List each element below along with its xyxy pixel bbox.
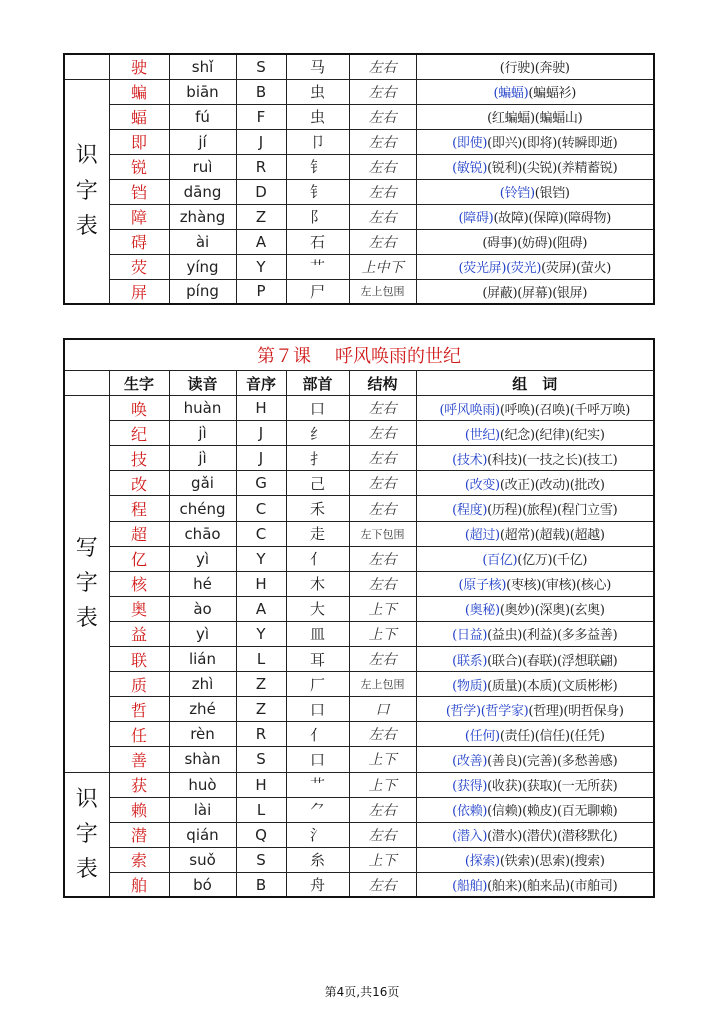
order-cell: H xyxy=(236,396,286,421)
structure-cell: 左右 xyxy=(349,421,416,446)
char-cell: 纪 xyxy=(109,421,169,446)
other-words: (银铛) xyxy=(534,186,570,201)
structure-cell: 左右 xyxy=(349,396,416,421)
radical-cell: 己 xyxy=(286,471,349,496)
order-cell: S xyxy=(236,54,286,79)
structure-cell: 左右 xyxy=(349,722,416,747)
other-words: (责任)(信任)(任凭) xyxy=(499,728,605,744)
structure-cell: 左右 xyxy=(349,129,416,154)
table-row xyxy=(64,229,654,254)
structure-cell: 左下包围 xyxy=(349,521,416,546)
group-label-text: 识字表 xyxy=(75,786,98,883)
radical-cell: 走 xyxy=(286,521,349,546)
order-cell: Y xyxy=(236,254,286,279)
order-cell: B xyxy=(236,872,286,897)
other-words: (信赖)(赖皮)(百无聊赖) xyxy=(487,804,618,820)
structure-cell: 左右 xyxy=(349,154,416,179)
highlight-words: (呼风唤雨) xyxy=(439,402,500,418)
char-cell: 程 xyxy=(109,496,169,521)
radical-cell: 大 xyxy=(286,596,349,621)
highlight-words: (船舶) xyxy=(452,879,488,895)
highlight-words: (百亿) xyxy=(482,553,518,569)
table-row xyxy=(64,446,654,471)
highlight-words: (程度) xyxy=(452,503,488,519)
radical-cell: 阝 xyxy=(286,204,349,229)
radical-cell: 皿 xyxy=(286,621,349,646)
table-row xyxy=(64,596,654,621)
highlight-words: (潜入) xyxy=(452,829,488,845)
words-cell xyxy=(416,571,654,596)
other-words: (行驶)(奔驶) xyxy=(499,61,570,77)
structure-cell: 左右 xyxy=(349,647,416,672)
words-cell xyxy=(416,672,654,697)
header-structure: 结构 xyxy=(349,371,416,396)
radical-cell: 糸 xyxy=(286,847,349,872)
table-row xyxy=(64,154,654,179)
order-cell: J xyxy=(236,421,286,446)
structure-cell: 左右 xyxy=(349,872,416,897)
pinyin-cell: rèn xyxy=(169,722,236,747)
highlight-words: (探索) xyxy=(464,854,500,870)
table-row xyxy=(64,496,654,521)
structure-cell: 左右 xyxy=(349,179,416,204)
char-cell: 唤 xyxy=(109,396,169,421)
words-cell xyxy=(416,279,654,304)
highlight-words: (改变) xyxy=(464,477,500,493)
pinyin-cell: huò xyxy=(169,772,236,797)
char-cell: 潜 xyxy=(109,822,169,847)
structure-cell: 左右 xyxy=(349,797,416,822)
other-words: (纪念)(纪律)(纪实) xyxy=(499,427,605,443)
table-row xyxy=(64,279,654,304)
highlight-words: (世纪) xyxy=(464,427,500,443)
char-cell: 赖 xyxy=(109,797,169,822)
structure-cell: 左右 xyxy=(349,79,416,104)
words-cell xyxy=(416,79,654,104)
table-row xyxy=(64,847,654,872)
table-row xyxy=(64,647,654,672)
group-label xyxy=(64,396,109,772)
pinyin-cell: shǐ xyxy=(169,54,236,79)
highlight-words: (技术) xyxy=(452,452,488,468)
header-pinyin: 读音 xyxy=(169,371,236,396)
radical-cell: 纟 xyxy=(286,421,349,446)
highlight-words: (物质) xyxy=(452,678,488,694)
words-cell xyxy=(416,797,654,822)
words-cell xyxy=(416,229,654,254)
order-cell: Q xyxy=(236,822,286,847)
other-words: (蝙蝠衫) xyxy=(528,86,577,101)
char-cell: 驶 xyxy=(109,54,169,79)
table-row xyxy=(64,772,654,797)
radical-cell: 口 xyxy=(286,747,349,772)
words-cell xyxy=(416,421,654,446)
lesson-title xyxy=(64,339,654,371)
char-cell: 超 xyxy=(109,521,169,546)
structure-cell: 上下 xyxy=(349,847,416,872)
table-row xyxy=(64,179,654,204)
other-words: (屏蔽)(屏幕)(银屏) xyxy=(482,285,588,301)
pinyin-cell: zhé xyxy=(169,697,236,722)
table-row xyxy=(64,672,654,697)
char-cell: 奥 xyxy=(109,596,169,621)
words-cell xyxy=(416,647,654,672)
pinyin-cell: lài xyxy=(169,797,236,822)
header-words: 组 词 xyxy=(416,371,654,396)
other-words: (呼唤)(召唤)(千呼万唤) xyxy=(499,402,631,418)
character-table-continued xyxy=(63,53,655,305)
char-cell: 屏 xyxy=(109,279,169,304)
radical-cell: 舟 xyxy=(286,872,349,897)
char-cell: 荧 xyxy=(109,254,169,279)
order-cell: Z xyxy=(236,204,286,229)
words-cell xyxy=(416,596,654,621)
pinyin-cell: zhàng xyxy=(169,204,236,229)
highlight-words: (奥秘) xyxy=(464,603,500,619)
order-cell: A xyxy=(236,229,286,254)
char-cell: 获 xyxy=(109,772,169,797)
char-cell: 即 xyxy=(109,129,169,154)
lesson-7-table xyxy=(63,338,655,898)
highlight-words: (哲学)(哲学家) xyxy=(445,703,529,719)
other-words: (即兴)(即将)(转瞬即逝) xyxy=(487,136,618,151)
structure-cell: 左右 xyxy=(349,822,416,847)
order-cell: Z xyxy=(236,672,286,697)
words-cell xyxy=(416,104,654,129)
words-cell xyxy=(416,396,654,421)
char-cell: 索 xyxy=(109,847,169,872)
other-words: (铁索)(思索)(搜索) xyxy=(499,854,605,870)
char-cell: 铛 xyxy=(109,179,169,204)
other-words: (善良)(完善)(多愁善感) xyxy=(487,753,618,769)
order-cell: L xyxy=(236,647,286,672)
highlight-words: (原子核) xyxy=(458,578,507,594)
other-words: (质量)(本质)(文质彬彬) xyxy=(487,678,618,694)
group-label-text: 识字表 xyxy=(75,143,98,239)
words-cell xyxy=(416,254,654,279)
char-cell: 核 xyxy=(109,571,169,596)
structure-cell: 上下 xyxy=(349,596,416,621)
table-row xyxy=(64,54,654,79)
char-cell: 障 xyxy=(109,204,169,229)
order-cell: D xyxy=(236,179,286,204)
radical-cell: 钅 xyxy=(286,154,349,179)
pinyin-cell: huàn xyxy=(169,396,236,421)
other-words: (亿万)(千亿) xyxy=(517,553,588,569)
radical-cell: 石 xyxy=(286,229,349,254)
radical-cell: 口 xyxy=(286,697,349,722)
order-cell: C xyxy=(236,521,286,546)
highlight-words: (即使) xyxy=(452,136,488,151)
char-cell: 亿 xyxy=(109,546,169,571)
pinyin-cell: yíng xyxy=(169,254,236,279)
pinyin-cell: qián xyxy=(169,822,236,847)
table-row xyxy=(64,471,654,496)
highlight-words: (获得) xyxy=(452,779,488,795)
pinyin-cell: jì xyxy=(169,446,236,471)
char-cell: 任 xyxy=(109,722,169,747)
other-words: (益虫)(利益)(多多益善) xyxy=(487,628,618,644)
table-row xyxy=(64,104,654,129)
char-cell: 益 xyxy=(109,621,169,646)
char-cell: 锐 xyxy=(109,154,169,179)
highlight-words: (依赖) xyxy=(452,804,488,820)
structure-cell: 上下 xyxy=(349,772,416,797)
char-cell: 技 xyxy=(109,446,169,471)
order-cell: R xyxy=(236,154,286,179)
words-cell xyxy=(416,621,654,646)
other-words: (哲理)(明哲保身) xyxy=(528,703,624,719)
radical-cell: 扌 xyxy=(286,446,349,471)
structure-cell: 左右 xyxy=(349,571,416,596)
char-cell: 碍 xyxy=(109,229,169,254)
radical-cell: 耳 xyxy=(286,647,349,672)
highlight-words: (障碍) xyxy=(458,211,494,226)
order-cell: B xyxy=(236,79,286,104)
table-row xyxy=(64,697,654,722)
pinyin-cell: ruì xyxy=(169,154,236,179)
pinyin-cell: biān xyxy=(169,79,236,104)
order-cell: L xyxy=(236,797,286,822)
other-words: (碍事)(妨碍)(阻碍) xyxy=(482,236,588,251)
header-radical: 部首 xyxy=(286,371,349,396)
order-cell: H xyxy=(236,772,286,797)
radical-cell: 木 xyxy=(286,571,349,596)
lesson-name: 呼风唤雨的世纪 xyxy=(335,346,462,367)
other-words: (超常)(超载)(超越) xyxy=(499,528,605,544)
words-cell xyxy=(416,697,654,722)
words-cell xyxy=(416,54,654,79)
order-cell: Y xyxy=(236,546,286,571)
radical-cell: 钅 xyxy=(286,179,349,204)
table-row xyxy=(64,621,654,646)
words-cell xyxy=(416,822,654,847)
other-words: (科技)(一技之长)(技工) xyxy=(487,452,618,468)
radical-cell: 亻 xyxy=(286,546,349,571)
highlight-words: (联系) xyxy=(452,653,488,669)
char-cell: 舶 xyxy=(109,872,169,897)
radical-cell: ⺈ xyxy=(286,797,349,822)
highlight-words: (铃铛) xyxy=(499,186,535,201)
radical-cell: 艹 xyxy=(286,772,349,797)
structure-cell: 左右 xyxy=(349,471,416,496)
table-row xyxy=(64,421,654,446)
pinyin-cell: suǒ xyxy=(169,847,236,872)
order-cell: F xyxy=(236,104,286,129)
pinyin-cell: jí xyxy=(169,129,236,154)
structure-cell: 左右 xyxy=(349,446,416,471)
pinyin-cell: yì xyxy=(169,621,236,646)
table-row xyxy=(64,872,654,897)
other-words: (联合)(春联)(浮想联翩) xyxy=(487,653,618,669)
group-label xyxy=(64,772,109,897)
table-row xyxy=(64,797,654,822)
pinyin-cell: zhì xyxy=(169,672,236,697)
header-blank xyxy=(64,371,109,396)
char-cell: 善 xyxy=(109,747,169,772)
order-cell: J xyxy=(236,446,286,471)
words-cell xyxy=(416,872,654,897)
structure-cell: 口 xyxy=(349,697,416,722)
order-cell: G xyxy=(236,471,286,496)
char-cell: 哲 xyxy=(109,697,169,722)
pinyin-cell: hé xyxy=(169,571,236,596)
radical-cell: 氵 xyxy=(286,822,349,847)
radical-cell: 虫 xyxy=(286,79,349,104)
words-cell xyxy=(416,204,654,229)
order-cell: S xyxy=(236,847,286,872)
other-words: (舶来)(舶来品)(市舶司) xyxy=(487,879,618,895)
radical-cell: 亻 xyxy=(286,722,349,747)
other-words: (潜水)(潜伏)(潜移默化) xyxy=(487,829,618,845)
other-words: (历程)(旅程)(程门立雪) xyxy=(487,503,618,519)
table-row xyxy=(64,822,654,847)
pinyin-cell: chéng xyxy=(169,496,236,521)
page-number: 第4页,共16页 xyxy=(324,985,400,999)
header-order: 音序 xyxy=(236,371,286,396)
order-cell: R xyxy=(236,722,286,747)
other-words: (枣核)(审核)(核心) xyxy=(506,578,612,594)
structure-cell: 上下 xyxy=(349,747,416,772)
table-row xyxy=(64,204,654,229)
pinyin-cell: píng xyxy=(169,279,236,304)
order-cell: H xyxy=(236,571,286,596)
group-label-text: 写字表 xyxy=(75,536,98,632)
words-cell xyxy=(416,471,654,496)
table-row xyxy=(64,747,654,772)
order-cell: C xyxy=(236,496,286,521)
char-cell: 改 xyxy=(109,471,169,496)
order-cell: A xyxy=(236,596,286,621)
radical-cell: 禾 xyxy=(286,496,349,521)
group-cell-blank xyxy=(64,54,109,79)
lesson-number: 第７课 xyxy=(257,346,312,367)
table-row xyxy=(64,396,654,421)
structure-cell: 左右 xyxy=(349,546,416,571)
structure-cell: 上下 xyxy=(349,621,416,646)
other-words: (故障)(保障)(障碍物) xyxy=(493,211,611,226)
structure-cell: 左右 xyxy=(349,54,416,79)
table-row xyxy=(64,254,654,279)
words-cell xyxy=(416,496,654,521)
pinyin-cell: ài xyxy=(169,229,236,254)
other-words: (红蝙蝠)(蝙蝠山) xyxy=(487,111,583,126)
structure-cell: 左右 xyxy=(349,229,416,254)
group-label xyxy=(64,79,109,304)
table-row xyxy=(64,129,654,154)
order-cell: Z xyxy=(236,697,286,722)
highlight-words: (蝙蝠) xyxy=(493,86,529,101)
pinyin-cell: lián xyxy=(169,647,236,672)
pinyin-cell: dāng xyxy=(169,179,236,204)
order-cell: Y xyxy=(236,621,286,646)
highlight-words: (任何) xyxy=(464,728,500,744)
radical-cell: 艹 xyxy=(286,254,349,279)
pinyin-cell: gǎi xyxy=(169,471,236,496)
pinyin-cell: shàn xyxy=(169,747,236,772)
table-row xyxy=(64,571,654,596)
structure-cell: 左上包围 xyxy=(349,279,416,304)
highlight-words: (日益) xyxy=(452,628,488,644)
highlight-words: (超过) xyxy=(464,528,500,544)
radical-cell: 口 xyxy=(286,396,349,421)
radical-cell: 厂 xyxy=(286,672,349,697)
order-cell: S xyxy=(236,747,286,772)
header-row xyxy=(64,371,654,396)
char-cell: 质 xyxy=(109,672,169,697)
structure-cell: 左右 xyxy=(349,496,416,521)
other-words: (荧屏)(萤火) xyxy=(541,261,611,276)
highlight-words: (荧光屏)(荧光) xyxy=(458,261,542,276)
table-row xyxy=(64,521,654,546)
words-cell xyxy=(416,179,654,204)
words-cell xyxy=(416,546,654,571)
pinyin-cell: bó xyxy=(169,872,236,897)
words-cell xyxy=(416,747,654,772)
char-cell: 蝠 xyxy=(109,104,169,129)
radical-cell: 虫 xyxy=(286,104,349,129)
highlight-words: (敏锐) xyxy=(452,161,488,176)
other-words: (收获)(获取)(一无所获) xyxy=(487,779,618,795)
pinyin-cell: fú xyxy=(169,104,236,129)
radical-cell: 尸 xyxy=(286,279,349,304)
words-cell xyxy=(416,129,654,154)
structure-cell: 上中下 xyxy=(349,254,416,279)
words-cell xyxy=(416,847,654,872)
lesson-title-row xyxy=(64,339,654,371)
radical-cell: 卩 xyxy=(286,129,349,154)
words-cell xyxy=(416,446,654,471)
other-words: (奥妙)(深奥)(玄奥) xyxy=(499,603,605,619)
words-cell xyxy=(416,154,654,179)
pinyin-cell: chāo xyxy=(169,521,236,546)
char-cell: 联 xyxy=(109,647,169,672)
structure-cell: 左右 xyxy=(349,204,416,229)
structure-cell: 左右 xyxy=(349,104,416,129)
structure-cell: 左上包围 xyxy=(349,672,416,697)
words-cell xyxy=(416,722,654,747)
header-char: 生字 xyxy=(109,371,169,396)
table-row xyxy=(64,546,654,571)
table-row xyxy=(64,79,654,104)
words-cell xyxy=(416,772,654,797)
pinyin-cell: yì xyxy=(169,546,236,571)
radical-cell: 马 xyxy=(286,54,349,79)
other-words: (锐利)(尖锐)(养精蓄锐) xyxy=(487,161,618,176)
pinyin-cell: jì xyxy=(169,421,236,446)
order-cell: J xyxy=(236,129,286,154)
pinyin-cell: ào xyxy=(169,596,236,621)
highlight-words: (改善) xyxy=(452,753,488,769)
other-words: (改正)(改动)(批改) xyxy=(499,477,605,493)
char-cell: 蝙 xyxy=(109,79,169,104)
table-row xyxy=(64,722,654,747)
words-cell xyxy=(416,521,654,546)
order-cell: P xyxy=(236,279,286,304)
